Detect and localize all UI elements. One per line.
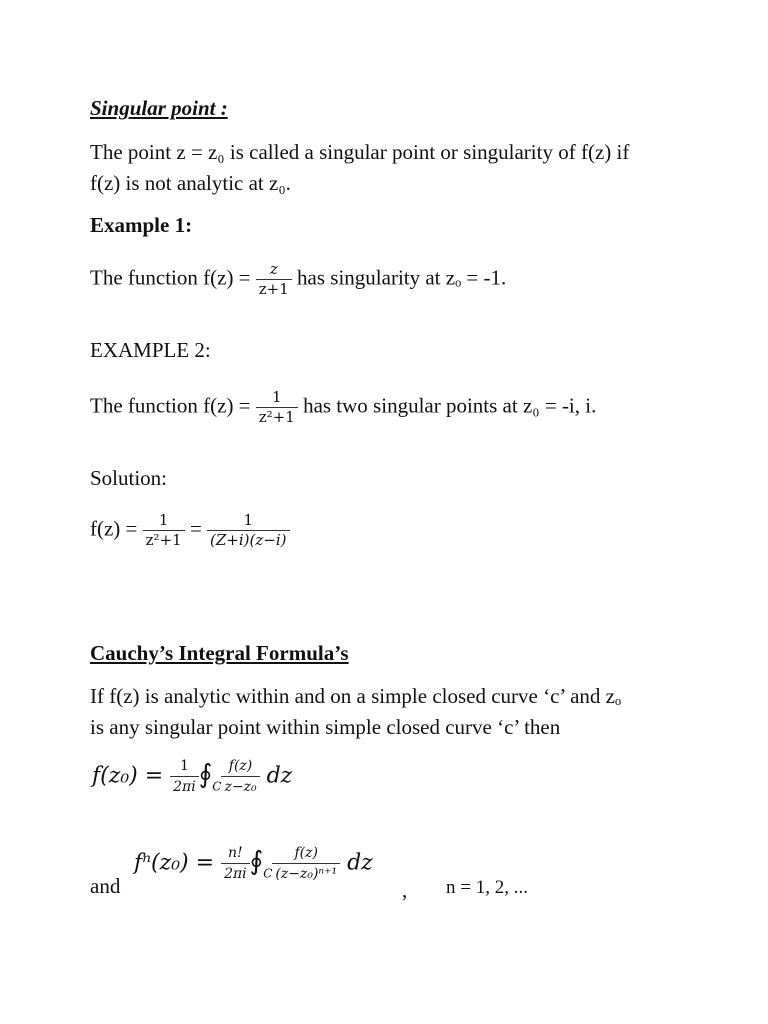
example2-sentence [90, 390, 596, 425]
formula1-lhs: f(z₀) = [92, 763, 171, 789]
example1-fraction [256, 262, 292, 297]
solution-equation [90, 513, 290, 548]
example1-suffix: has singularity at zₒ = -1. [297, 265, 507, 290]
cauchy-formula-2 [134, 845, 373, 882]
formula1-coefficient-numerator: 1 [179, 758, 189, 774]
solution-lhs: f(z) = [90, 516, 143, 541]
formula2-integrand-denominator: (z−z₀)ⁿ⁺¹ [272, 863, 340, 882]
contour-integral-icon: ∮ [249, 846, 264, 877]
formula2-contour-label: C [263, 866, 273, 881]
solution-fraction1 [143, 513, 185, 548]
formula1-contour-label: C [212, 779, 222, 794]
example2-denominator: z²+1 [256, 407, 298, 425]
example2-prefix: The function f(z) = [90, 393, 256, 418]
formula1-integrand [221, 758, 259, 795]
singular-definition-line2: f(z) is not analytic at z₀. [90, 171, 291, 195]
formula1-coefficient-denominator: 2πi [170, 776, 199, 795]
singular-point-heading: Singular point : [90, 96, 228, 120]
singular-definition-line1: The point z = z₀ is called a singular point or singularity of f(z) if [90, 140, 630, 164]
cauchy-condition-line1: If f(z) is analytic within and on a simple closed curve ‘c’ and zₒ [90, 684, 622, 708]
cauchy-formula-1 [92, 758, 292, 795]
example1-heading: Example 1: [90, 213, 193, 237]
solution-fraction2-numerator: 1 [243, 511, 254, 529]
solution-fraction1-numerator: 1 [158, 511, 169, 529]
formula1-coefficient [170, 758, 199, 795]
and-label: and [90, 874, 121, 898]
contour-integral-icon: ∮ [198, 759, 213, 790]
example2-heading: EXAMPLE 2: [90, 338, 211, 362]
example1-prefix: The function f(z) = [90, 265, 256, 290]
formula1-integrand-denominator: z−z₀ [221, 776, 259, 795]
example2-fraction [256, 390, 298, 425]
example1-denominator: z+1 [256, 279, 292, 297]
solution-fraction1-denominator: z²+1 [143, 530, 185, 548]
formula2-integrand [272, 845, 340, 882]
formula2-dz: dz [347, 850, 373, 876]
formula2-lhs: fⁿ(z₀) = [134, 850, 222, 876]
solution-fraction2 [207, 513, 289, 548]
formula1-dz: dz [266, 763, 293, 789]
solution-equals: = [184, 516, 208, 541]
example2-suffix: has two singular points at z₀ = -i, i. [297, 393, 597, 418]
formula2-comma: , [402, 878, 408, 902]
formula2-coefficient [221, 845, 250, 882]
n-values: n = 1, 2, ... [446, 877, 528, 898]
example2-numerator: 1 [272, 388, 282, 406]
solution-fraction2-denominator: (Z+i)(z−i) [207, 530, 289, 548]
formula2-integrand-numerator: f(z) [294, 845, 318, 861]
solution-label: Solution: [90, 466, 168, 490]
cauchy-condition-line2: is any singular point within simple closed curve ‘c’ then [90, 715, 561, 739]
formula2-coefficient-numerator: n! [228, 845, 243, 861]
example1-numerator: z [269, 260, 278, 278]
formula1-integrand-numerator: f(z) [228, 758, 253, 774]
cauchy-heading: Cauchy’s Integral Formula’s [90, 641, 349, 665]
formula2-coefficient-denominator: 2πi [221, 863, 250, 882]
example1-sentence [90, 262, 506, 297]
